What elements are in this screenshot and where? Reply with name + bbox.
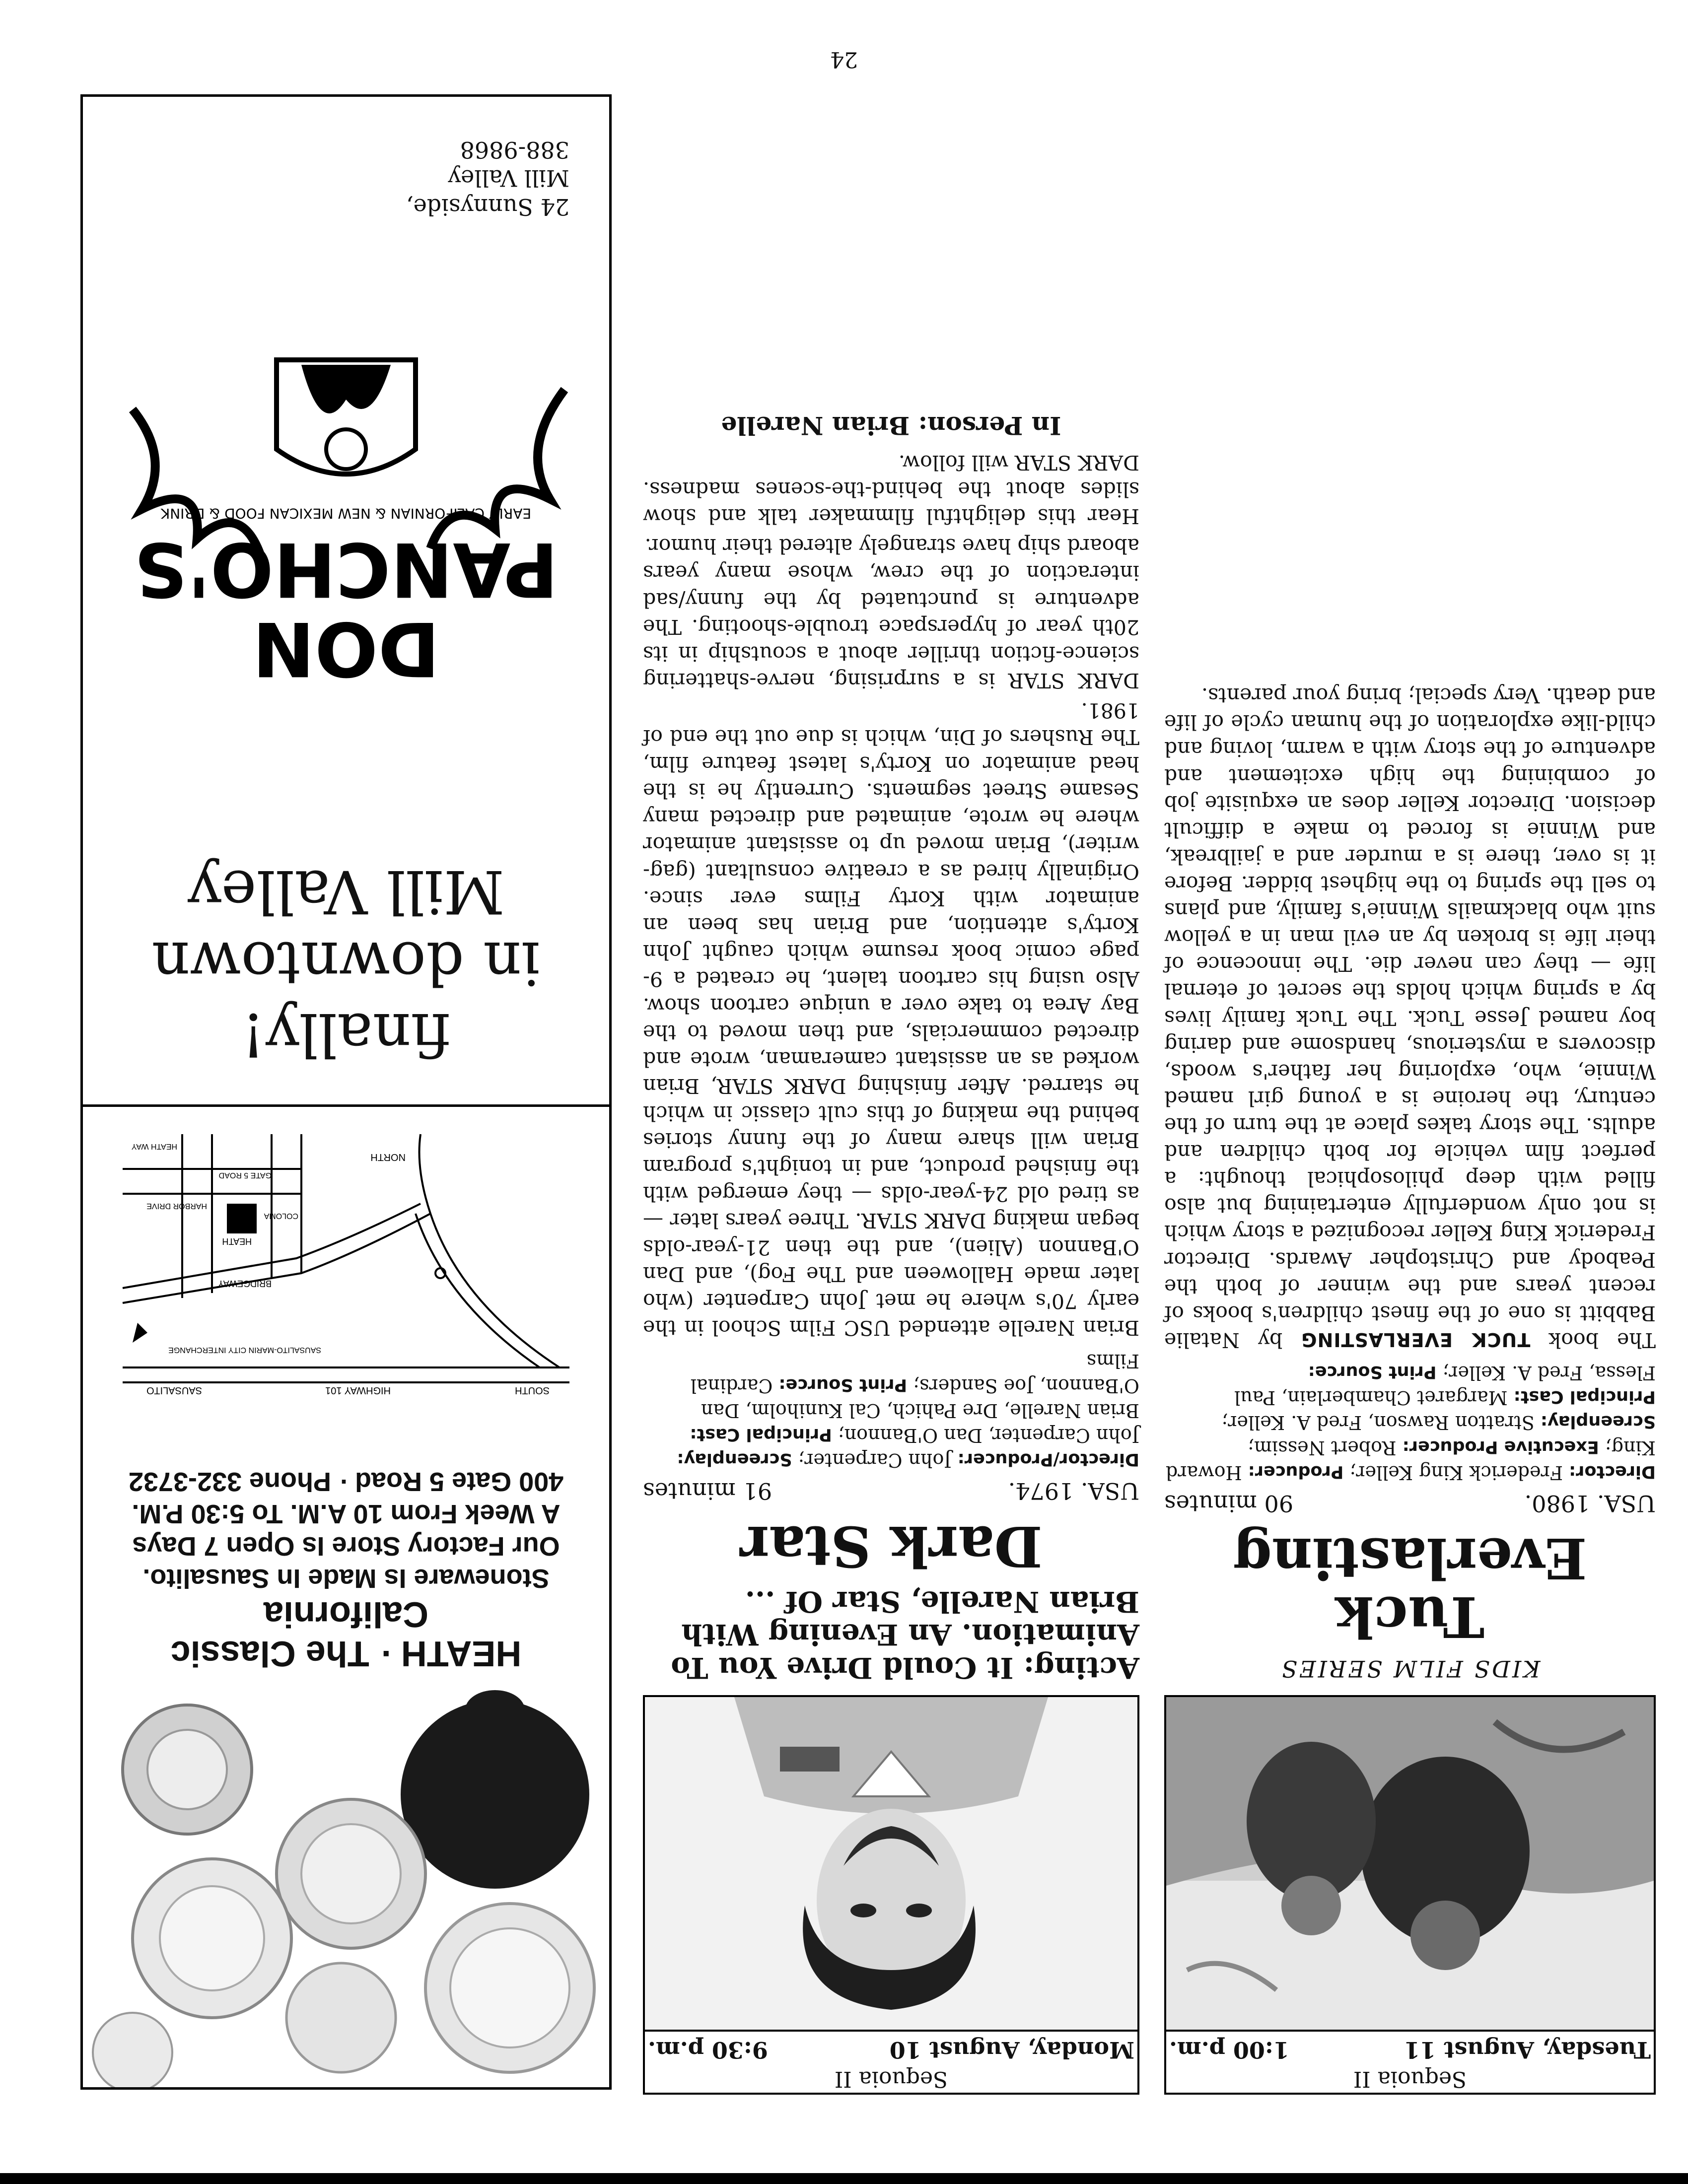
credit-label: Producer: [1248,1461,1344,1482]
heath-ad [83,1104,609,2087]
film-still-image [1166,1697,1654,2030]
film-credits [1164,1361,1656,1485]
map-label-heath: HEATH [222,1236,252,1246]
screening-date: Tuesday, August 11 [1404,2037,1651,2063]
runtime: 91 minutes [643,1478,773,1505]
credit-label: Principal Cast: [1513,1387,1656,1407]
credit-label: Principal Cast: [690,1425,832,1445]
country-year: USA. 1974. [1008,1478,1139,1505]
ads-column [80,94,612,2090]
don-panchos-tagline [113,855,579,1070]
map-label-sausalito: SAUSALITO [146,1385,202,1396]
logo-word-don: DON [252,605,440,691]
map-label-interchange: SAUSALITO-MARIN CITY INTERCHANGE [168,1346,321,1354]
credit-value: John Carpenter; [792,1449,958,1472]
credit-label: Director/Producer: [957,1449,1139,1470]
address-line: Mill Valley [448,165,569,192]
credit-value: Frederick King Keller; [1343,1461,1569,1484]
program-headline: Acting: It Could Drive You To Animation. An Evening With Brian Narelle, Star Of ... [671,1584,1139,1685]
venue-name: Sequoia II [834,2066,948,2092]
logo-word-panchos: PANCHO'S [134,526,559,612]
heath-line: A Week From 10 A.M. To 5:30 P.M. [132,1499,561,1529]
column-dark-star [643,411,1139,2095]
film-description [1164,682,1656,1354]
credit-value: Howard King; [1165,1436,1656,1484]
description-paragraph [1164,682,1656,1354]
date-time-row [1166,2030,1654,2065]
heath-location-map [113,1124,579,1402]
screening-time: 9:30 p.m. [648,2037,768,2063]
venue-name: Sequoia II [1353,2066,1467,2092]
tagline-line: finally! [241,1000,451,1069]
description-lead: The book [1530,1328,1656,1352]
film-meta [643,1478,1139,1504]
heath-ad-copy [103,1465,589,1673]
don-panchos-address [406,136,569,221]
date-time-row [645,2030,1137,2065]
heath-address-phone: 400 Gate 5 Road · Phone 332-3732 [128,1467,564,1497]
column-tuck-everlasting-content [1164,679,1656,2095]
credit-value: Cardinal Films [690,1350,1139,1397]
heath-headline: HEATH · The Classic California [170,1594,522,1673]
map-label-gate5: GATE 5 ROAD [218,1171,272,1179]
credit-label: Director: [1569,1461,1656,1482]
map-label-harbor: HARBOR DRIVE [146,1202,207,1210]
tagline-line: in downtown [151,928,541,997]
top-edge-bar [0,2173,1688,2184]
portrait-image [645,1697,1137,2030]
credit-label: Print Source: [1308,1362,1437,1382]
film-credits [643,1348,1139,1473]
address-line: 24 Sunnyside, [406,194,569,220]
credit-label: Print Source: [778,1374,908,1395]
screening-date: Monday, August 10 [889,2037,1134,2063]
map-label-north: NORTH [370,1152,406,1162]
heath-line: Our Factory Store Is Open 7 Days [132,1531,560,1561]
credit-label: Executive Producer: [1402,1436,1599,1457]
description-text: by Natalie Babbitt is one of the finest children's books of recent years and the winner of both the Peabody and Christopher Awards. Director Frederick King Keller recognized a story which is not only wonderfully entertaining but also filled with deep philosophical thought: a perfect film vehicle for both children and adults. The story takes place at the turn of the century, the heroine is a young girl named Winnie, who, exploring her father's woods, discovers a mysterious, handsome and daring boy named Jesse Tuck. The Tuck family lives by a spring which holds the secret of eternal life — they can never die. The innocence of their life is broken by an evil man in a yellow suit who blackmails Winnie's family, and plans to sell the spring to the highest bidder. Before it is over, there is a murder and a jailbreak, and Winnie is forced to make a difficult decision. Director Keller does an exquisite job of combining the high excitement and adventure of the story with a warm, loving and child-like exploration of the human cycle of life and death. Very special; bring your parents. [1164,683,1656,1352]
logo-subtitle: EARLY CALIFORNIAN & NEW MEXICAN FOOD & DRINK [160,505,532,522]
description-paragraph: Brian Narelle attended USC Film School in the early 70's where he met John Carpenter (who later made Halloween and The Fog), and Dan O'Bannon (Alien), and the then 21-year-olds began making DARK STAR. Three years later — as tired old 24-year-olds — they emerged with the finished product, and in tonight's program Brian will share many of the funny stories behind the making of this cult classic in which he starred. After finishing DARK STAR, Brian worked as an assistant cameraman, wrote and directed commercials, and then moved to the Bay Area to take over a unique cartoon show. Also using his cartoon talent, he created a 9-page comic book resume which caught John Korty's attention, and Brian has been an animator with Korty Films ever since. Originally hired as a creative consultant (gag-writer), Brian moved up to assistant animator where he wrote, animated and directed many Sesame Street segments. Currently he is the head animator on Korty's latest feature film, The Rushers of Din, which is due out the end of 1981. [643,698,1139,1340]
heath-line: Stoneware Is Made In Sausalito. [142,1563,550,1593]
film-title: Tuck Everlasting [1233,1525,1587,1649]
portrait-brian-narelle [643,1695,1139,2030]
phone-number: 388-9868 [460,136,569,163]
credit-label: Screenplay: [1540,1412,1656,1432]
map-label-coloma: COLOMA [264,1212,298,1220]
film-meta [1164,1490,1656,1517]
map-label-south: SOUTH [515,1385,550,1396]
description-paragraph: DARK STAR is a surprising, nerve-shattering science-fiction thriller about a scoutship in its 20th year of hyperspace trouble-shooting. The adventure is punctuated by the funny/sad interaction of the crew, whose many years aboard ship have strangely altered their humor. [643,534,1139,692]
map-label-bridgeway: BRIDGEWAY [217,1279,272,1289]
credit-value: Stratton Rawson, Fred A. Keller; [1221,1412,1541,1434]
credit-value: Margaret Chamberlain, Paul Flessa, Fred A. Keller; [1234,1362,1656,1409]
description-bold-title: TUCK EVERLASTING [1301,1328,1531,1351]
venue-box [1164,2030,1656,2095]
runtime: 90 minutes [1164,1490,1294,1517]
series-label: KIDS FILM SERIES [1279,1655,1541,1682]
venue-box [643,2030,1139,2095]
credit-label: Screenplay: [677,1449,792,1470]
film-title: Dark Star [740,1513,1043,1578]
country-year: USA. 1980. [1524,1490,1656,1517]
tagline-line: Mill Valley [187,857,505,926]
film-still-tuck [1164,1695,1656,2030]
credit-value: Robert Nessim; [1248,1436,1403,1459]
credit-value: John Carpenter, Dan O'Bannon; [832,1425,1139,1447]
page-number: 24 [830,47,858,72]
film-description [643,449,1139,1342]
screening-time: 1:00 p.m. [1169,2037,1289,2063]
don-panchos-logo [113,261,579,707]
description-paragraph: Hear this delightful filmmaker talk and show slides about the behind-the-scenes madness. DARK STAR will follow. [643,450,1139,529]
map-label-heath-way: HEATH WAY [131,1142,177,1151]
in-person-subhead: In Person: Brian Narelle [721,410,1061,440]
credit-value: Brian Narelle, Dre Pahich, Cal Kuniholm, Dan O'Bannon, Joe Sanders; [701,1374,1139,1422]
map-label-highway: HIGHWAY 101 [325,1385,391,1396]
stoneware-plates-image [83,1690,609,2087]
